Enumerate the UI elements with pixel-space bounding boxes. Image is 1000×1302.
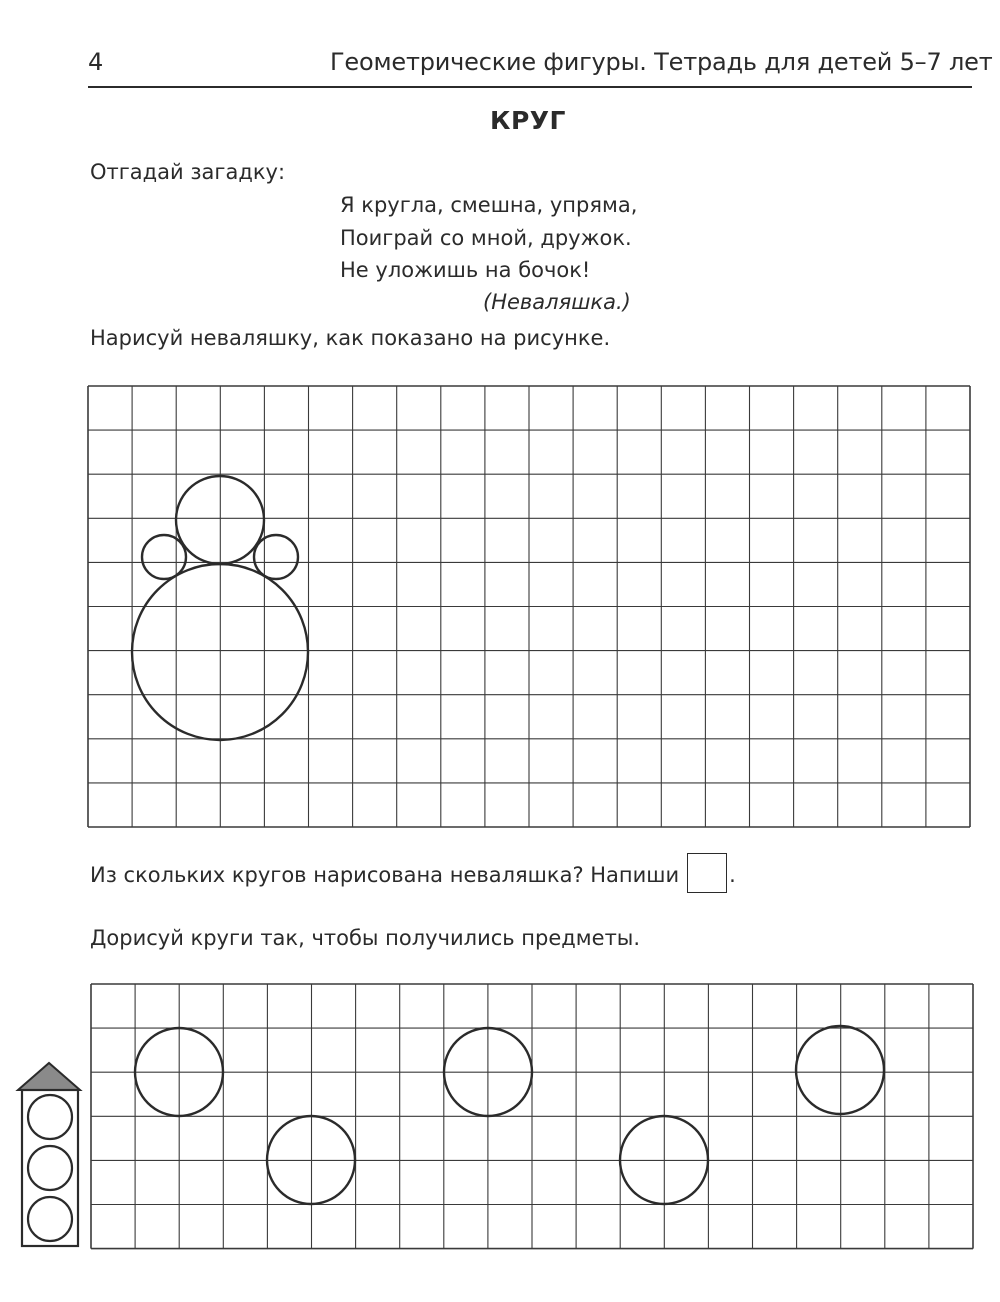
section-title: КРУГ: [490, 106, 566, 135]
count-circles-question: [90, 856, 736, 896]
riddle-line-3: Не уложишь на бочок!: [340, 258, 591, 282]
doll-grid-lines: [88, 386, 970, 827]
page-number: 4: [88, 48, 104, 76]
riddle-answer: (Неваляшка.): [483, 290, 631, 314]
running-title: Геометрические фигуры. Тетрадь для детей 5–7 лет: [330, 48, 993, 76]
question-period: .: [729, 863, 736, 887]
riddle-prompt: Отгадай загадку:: [90, 160, 286, 184]
complete-circles-instruction: Дорисуй круги так, чтобы получились предметы.: [90, 926, 641, 950]
count-circles-text: Из скольких кругов нарисована неваляшка? Напиши: [90, 863, 680, 887]
answer-box[interactable]: [687, 853, 727, 893]
riddle-line-2: Поиграй со мной, дружок.: [340, 226, 632, 250]
riddle-line-1: Я кругла, смешна, упряма,: [340, 193, 638, 217]
doll-right-hand-circle: [254, 535, 298, 579]
draw-doll-instruction: Нарисуй неваляшку, как показано на рисунке.: [90, 326, 611, 350]
doll-left-hand-circle: [142, 535, 186, 579]
